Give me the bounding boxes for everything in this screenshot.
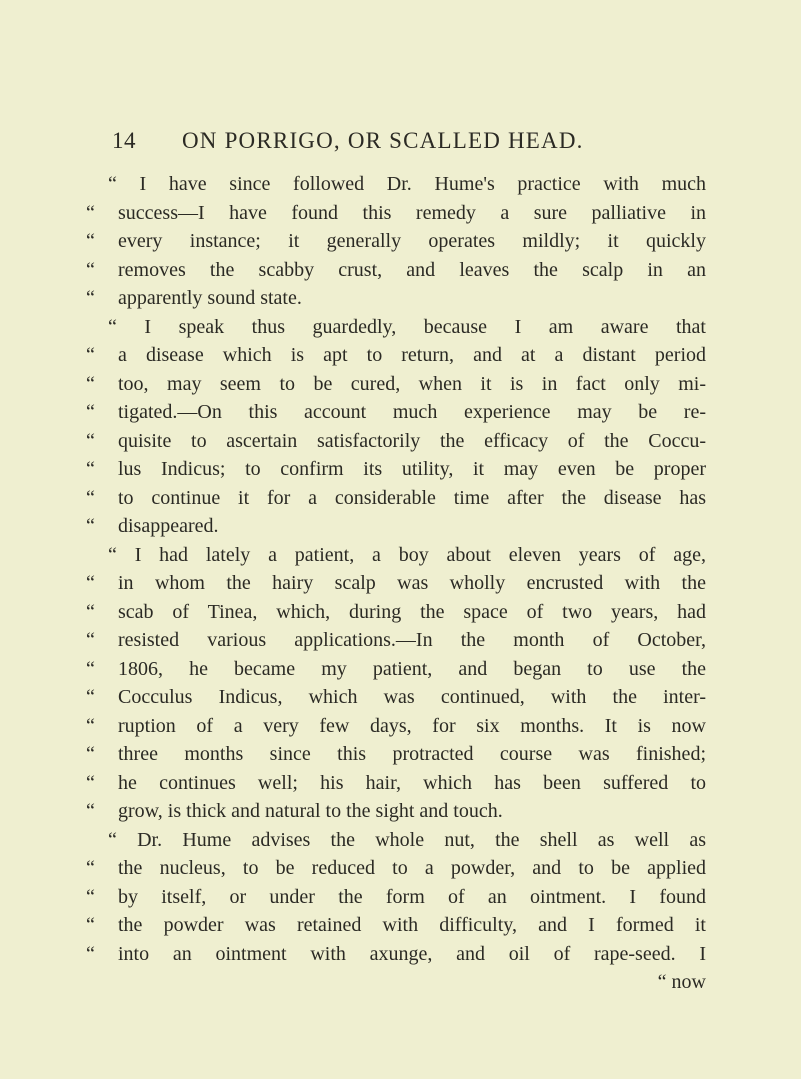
line-text: Cocculus Indicus, which was continued, with the inter- <box>118 686 706 708</box>
text-line <box>86 683 706 712</box>
text-line <box>86 911 706 940</box>
line-text: grow, is thick and natural to the sight and touch. <box>118 800 503 822</box>
line-text: in whom the hairy scalp was wholly encrusted with the <box>118 572 706 594</box>
quote-mark: “ <box>86 458 95 480</box>
quote-mark: “ <box>86 230 95 252</box>
quote-mark: “ <box>86 885 95 908</box>
line-text: tigated.—On this account much experience may be re- <box>118 401 706 423</box>
line-text: by itself, or under the form of an ointment. I found <box>118 885 706 908</box>
line-text: “ now <box>657 971 706 993</box>
text-line <box>86 256 706 285</box>
text-line <box>86 512 706 541</box>
quote-mark: “ <box>86 686 95 708</box>
text-line <box>86 170 706 199</box>
text-line <box>86 598 706 627</box>
text-line <box>86 569 706 598</box>
line-text: “ Dr. Hume advises the whole nut, the shell as well as <box>108 828 706 851</box>
quote-mark: “ <box>86 629 95 651</box>
text-line <box>86 541 706 570</box>
text-line <box>86 341 706 370</box>
quote-mark: “ <box>86 258 95 281</box>
text-line <box>86 740 706 769</box>
line-text: three months since this protracted course was finished; <box>118 743 706 765</box>
quote-mark: “ <box>86 515 95 537</box>
line-text: ruption of a very few days, for six months. It is now <box>118 714 706 737</box>
quote-mark: “ <box>86 800 95 822</box>
text-line <box>86 284 706 313</box>
text-line <box>86 883 706 912</box>
line-text: disappeared. <box>118 515 219 537</box>
text-line <box>86 655 706 684</box>
quote-mark: “ <box>86 714 95 737</box>
quote-mark: “ <box>86 201 95 224</box>
quote-mark: “ <box>86 942 95 965</box>
line-text: scab of Tinea, which, during the space of two years, had <box>118 600 706 623</box>
line-text: the powder was retained with difficulty, and I formed it <box>118 914 706 936</box>
line-text: a disease which is apt to return, and at a distant period <box>118 344 706 366</box>
line-text: “ I speak thus guardedly, because I am aware that <box>108 315 706 338</box>
line-text: every instance; it generally operates mildly; it quickly <box>118 230 706 252</box>
text-line <box>86 712 706 741</box>
body-text <box>86 170 706 997</box>
quote-mark: “ <box>86 914 95 936</box>
line-text: success—I have found this remedy a sure palliative in <box>118 201 706 224</box>
text-line <box>86 370 706 399</box>
text-line <box>86 854 706 883</box>
page-number: 14 <box>112 128 136 153</box>
running-head: ON PORRIGO, OR SCALLED HEAD. <box>182 128 584 153</box>
text-line <box>86 398 706 427</box>
quote-mark: “ <box>86 344 95 366</box>
text-line <box>86 968 706 997</box>
text-line <box>86 769 706 798</box>
quote-mark: “ <box>86 401 95 423</box>
page-header <box>112 128 752 160</box>
quote-mark: “ <box>86 486 95 509</box>
line-text: “ I had lately a patient, a boy about eleven years of age, <box>108 543 706 566</box>
text-line <box>86 626 706 655</box>
text-line <box>86 484 706 513</box>
line-text: to continue it for a considerable time after the disease has <box>118 486 706 509</box>
text-line <box>86 797 706 826</box>
text-line <box>86 227 706 256</box>
line-text: lus Indicus; to confirm its utility, it may even be proper <box>118 458 706 480</box>
line-text: “ I have since followed Dr. Hume's practice with much <box>108 173 706 195</box>
quote-mark: “ <box>86 657 95 680</box>
line-text: into an ointment with axunge, and oil of rape-seed. I <box>118 942 706 965</box>
line-text: the nucleus, to be reduced to a powder, and to be applied <box>118 857 706 879</box>
quote-mark: “ <box>86 600 95 623</box>
text-line <box>86 427 706 456</box>
line-text: apparently sound state. <box>118 287 302 309</box>
quote-mark: “ <box>86 857 95 879</box>
quote-mark: “ <box>86 572 95 594</box>
quote-mark: “ <box>86 287 95 309</box>
text-line <box>86 940 706 969</box>
text-line <box>86 199 706 228</box>
line-text: removes the scabby crust, and leaves the scalp in an <box>118 258 706 281</box>
line-text: too, may seem to be cured, when it is in fact only mi- <box>118 372 706 395</box>
text-line <box>86 455 706 484</box>
text-line <box>86 313 706 342</box>
line-text: he continues well; his hair, which has been suffered to <box>118 771 706 794</box>
line-text: 1806, he became my patient, and began to use the <box>118 657 706 680</box>
quote-mark: “ <box>86 743 95 765</box>
line-text: resisted various applications.—In the month of October, <box>118 629 706 651</box>
line-text: quisite to ascertain satisfactorily the efficacy of the Coccu- <box>118 429 706 452</box>
quote-mark: “ <box>86 372 95 395</box>
quote-mark: “ <box>86 429 95 452</box>
text-line <box>86 826 706 855</box>
quote-mark: “ <box>86 771 95 794</box>
